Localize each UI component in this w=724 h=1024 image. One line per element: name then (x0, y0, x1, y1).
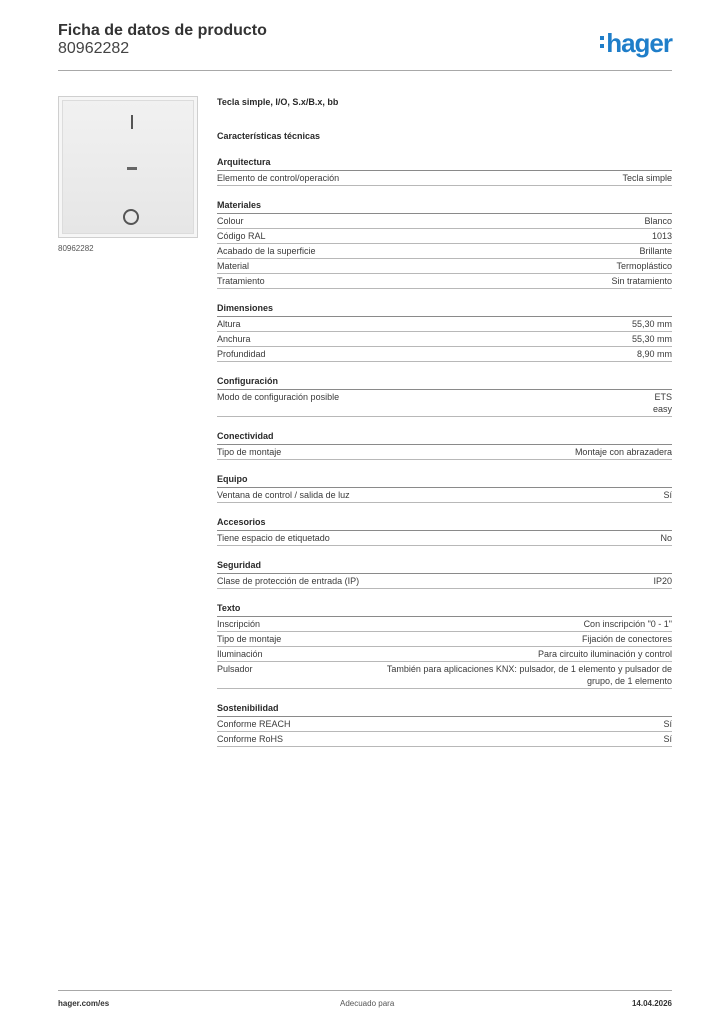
spec-row (217, 662, 672, 689)
rocker-switch-illustration (62, 100, 194, 234)
section-title: Equipo (217, 473, 672, 488)
spec-section (217, 156, 672, 186)
spec-label: Colour (217, 216, 244, 226)
spec-label: Modo de configuración posible (217, 392, 340, 402)
spec-value: También para aplicaciones KNX: pulsador, de 1 elemento y pulsador de grupo, de 1 elemento (386, 664, 672, 686)
spec-section (217, 430, 672, 460)
spec-value: Sí (663, 490, 672, 500)
spec-value: 55,30 mm (631, 334, 672, 344)
spec-section (217, 473, 672, 503)
section-title: Dimensiones (217, 302, 672, 317)
on-symbol-icon (131, 115, 133, 129)
footer-suitable-for: Adecuado para (340, 999, 395, 1008)
spec-row (217, 445, 672, 460)
spec-label: Acabado de la superficie (217, 246, 316, 256)
spec-section (217, 702, 672, 747)
spec-label: Tipo de montaje (217, 447, 282, 457)
spec-label: Elemento de control/operación (217, 173, 340, 183)
spec-label: Ventana de control / salida de luz (217, 490, 350, 500)
spec-row (217, 574, 672, 589)
spec-section (217, 199, 672, 289)
spec-label: Tiene espacio de etiquetado (217, 533, 330, 543)
spec-label: Anchura (217, 334, 251, 344)
spec-row (217, 390, 672, 417)
product-number: 80962282 (58, 40, 130, 57)
spec-row (217, 171, 672, 186)
spec-label: Pulsador (217, 664, 253, 674)
spec-label: Conforme REACH (217, 719, 291, 729)
spec-row (217, 632, 672, 647)
footer-website[interactable]: hager.com/es (58, 999, 110, 1008)
spec-label: Conforme RoHS (217, 734, 284, 744)
spec-section (217, 302, 672, 362)
page-header (58, 22, 672, 71)
spec-section (217, 516, 672, 546)
spec-label: Clase de protección de entrada (IP) (217, 576, 360, 586)
spec-row (217, 274, 672, 289)
spec-label: Material (217, 261, 250, 271)
product-image (58, 96, 198, 238)
spec-value: 55,30 mm (631, 319, 672, 329)
spec-value: Sin tratamiento (611, 276, 672, 286)
spec-value: Montaje con abrazadera (574, 447, 672, 457)
spec-label: Altura (217, 319, 241, 329)
spec-value: Sí (663, 734, 672, 744)
spec-row (217, 214, 672, 229)
spec-row (217, 244, 672, 259)
spec-value: Fijación de conectores (581, 634, 672, 644)
spec-value: Brillante (639, 246, 672, 256)
page-footer (58, 990, 672, 1008)
spec-section (217, 602, 672, 689)
spec-row (217, 317, 672, 332)
hager-logo (600, 28, 672, 58)
spec-value: Para circuito iluminación y control (537, 649, 672, 659)
spec-value: 8,90 mm (636, 349, 672, 359)
spec-row (217, 488, 672, 503)
spec-value: ETS easy (652, 392, 672, 414)
off-symbol-icon (123, 209, 139, 225)
section-title: Configuración (217, 375, 672, 390)
image-caption: 80962282 (58, 244, 94, 253)
logo-text: hager (606, 28, 672, 58)
spec-section (217, 375, 672, 417)
spec-label: Iluminación (217, 649, 263, 659)
spec-row (217, 717, 672, 732)
section-title: Seguridad (217, 559, 672, 574)
section-title: Conectividad (217, 430, 672, 445)
logo-dots-icon (600, 32, 604, 50)
spec-row (217, 332, 672, 347)
section-title: Arquitectura (217, 156, 672, 171)
spec-row (217, 229, 672, 244)
spec-value: 1013 (651, 231, 672, 241)
spec-label: Inscripción (217, 619, 261, 629)
spec-row (217, 732, 672, 747)
section-title: Sostenibilidad (217, 702, 672, 717)
spec-value: Con inscripción "0 - 1" (583, 619, 672, 629)
spec-row (217, 531, 672, 546)
spec-value: Sí (663, 719, 672, 729)
spec-row (217, 259, 672, 274)
product-specs (217, 96, 672, 760)
spec-label: Tipo de montaje (217, 634, 282, 644)
technical-characteristics-title: Características técnicas (217, 131, 321, 141)
spec-value: Tecla simple (622, 173, 672, 183)
spec-value: Blanco (644, 216, 672, 226)
spec-value: No (660, 533, 672, 543)
document-title: Ficha de datos de producto (58, 22, 267, 39)
spec-label: Profundidad (217, 349, 266, 359)
section-title: Texto (217, 602, 672, 617)
spec-row (217, 647, 672, 662)
footer-date: 14.04.2026 (631, 999, 672, 1008)
product-description: Tecla simple, I/O, S.x/B.x, bb (217, 97, 339, 107)
section-title: Accesorios (217, 516, 672, 531)
spec-value: IP20 (653, 576, 672, 586)
spec-value: Termoplástico (616, 261, 672, 271)
spec-section (217, 559, 672, 589)
spec-label: Código RAL (217, 231, 266, 241)
spec-row (217, 617, 672, 632)
spec-label: Tratamiento (217, 276, 265, 286)
spec-row (217, 347, 672, 362)
spec-sections (217, 156, 672, 747)
section-title: Materiales (217, 199, 672, 214)
indicator-dash-icon (127, 167, 137, 170)
